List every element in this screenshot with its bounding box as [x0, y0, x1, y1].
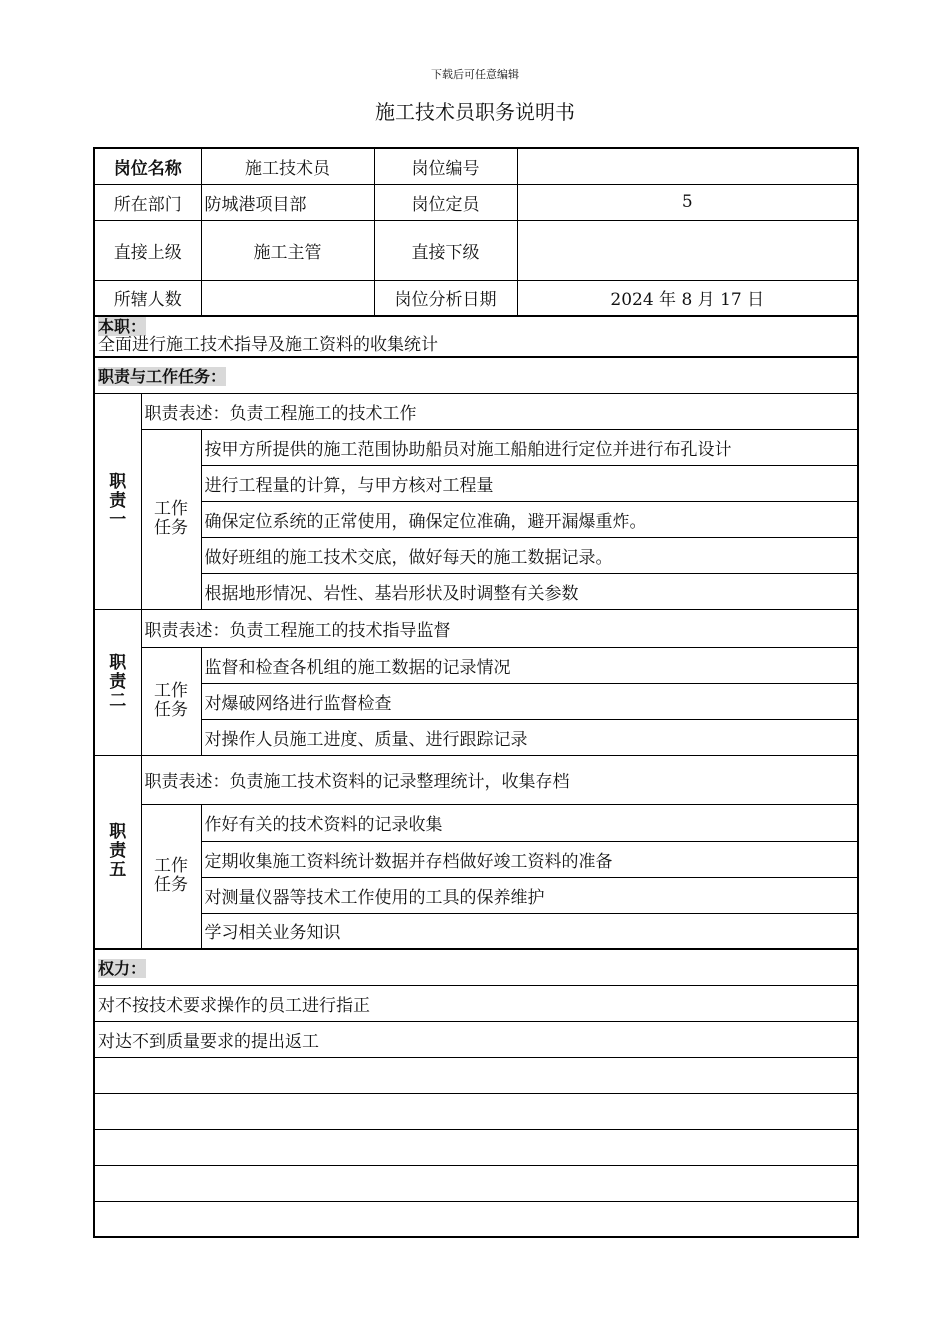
- duty-1-task: 做好班组的施工技术交底，做好每天的施工数据记录。: [201, 537, 858, 573]
- duty-1-task: 按甲方所提供的施工范围协助船员对施工船舶进行定位并进行布孔设计: [201, 429, 858, 465]
- duty-5-task-label: 工作任务: [141, 804, 201, 949]
- duty-2-task: 监督和检查各机组的施工数据的记录情况: [201, 647, 858, 683]
- label-headcount: 岗位定员: [374, 184, 517, 220]
- duty-2-task: 对操作人员施工进度、质量、进行跟踪记录: [201, 719, 858, 755]
- value-analysis-date: 2024 年 8 月 17 日: [517, 280, 858, 316]
- duty-1-task: 进行工程量的计算，与甲方核对工程量: [201, 465, 858, 501]
- rights-item: 对达不到质量要求的提出返工: [94, 1021, 858, 1057]
- core-duty-label: 本职：: [98, 317, 147, 336]
- value-direct-subordinate: [517, 220, 858, 280]
- value-direct-superior: 施工主管: [201, 220, 374, 280]
- duty-1-task: 根据地形情况、岩性、基岩形状及时调整有关参数: [201, 573, 858, 609]
- label-position-name: 岗位名称: [94, 148, 201, 184]
- value-staff-count: [201, 280, 374, 316]
- duty-5-name: 职责五: [94, 755, 141, 949]
- core-duty-cell: [94, 316, 858, 357]
- label-staff-count: 所辖人数: [94, 280, 201, 316]
- value-position-number: [517, 148, 858, 184]
- rights-item-empty: [94, 1165, 858, 1201]
- duty-5-task: 对测量仪器等技术工作使用的工具的保养维护: [201, 877, 858, 913]
- duty-1-statement: 职责表述：负责工程施工的技术工作: [141, 393, 858, 429]
- job-description-sheet: [93, 147, 857, 1238]
- label-direct-subordinate: 直接下级: [374, 220, 517, 280]
- duty-5-task: 作好有关的技术资料的记录收集: [201, 804, 858, 841]
- label-department: 所在部门: [94, 184, 201, 220]
- duty-2-task-label: 工作任务: [141, 647, 201, 755]
- rights-item: 对不按技术要求操作的员工进行指正: [94, 985, 858, 1021]
- value-position-name: 施工技术员: [201, 148, 374, 184]
- value-department: 防城港项目部: [201, 184, 374, 220]
- duty-5-statement: 职责表述：负责施工技术资料的记录整理统计，收集存档: [141, 755, 858, 804]
- value-headcount: 5: [517, 184, 858, 220]
- duties-header: 职责与工作任务：: [94, 357, 858, 393]
- rights-item-empty: [94, 1201, 858, 1237]
- duty-2-statement: 职责表述：负责工程施工的技术指导监督: [141, 609, 858, 647]
- core-duty-text: 全面进行施工技术指导及施工资料的收集统计: [98, 335, 438, 355]
- label-position-number: 岗位编号: [374, 148, 517, 184]
- label-analysis-date: 岗位分析日期: [374, 280, 517, 316]
- duty-5-task: 学习相关业务知识: [201, 913, 858, 949]
- duty-1-task-label: 工作任务: [141, 429, 201, 609]
- rights-header: 权力：: [94, 949, 858, 985]
- duty-5-task: 定期收集施工资料统计数据并存档做好竣工资料的准备: [201, 841, 858, 877]
- top-note: 下载后可任意编辑: [431, 68, 519, 81]
- rights-item-empty: [94, 1057, 858, 1093]
- document-title: 施工技术员职务说明书: [375, 100, 575, 124]
- duty-2-name: 职责二: [94, 609, 141, 755]
- duty-1-name: 职责一: [94, 393, 141, 609]
- duty-2-task: 对爆破网络进行监督检查: [201, 683, 858, 719]
- job-table: [93, 147, 859, 1238]
- rights-item-empty: [94, 1093, 858, 1129]
- rights-item-empty: [94, 1129, 858, 1165]
- duty-1-task: 确保定位系统的正常使用，确保定位准确，避开漏爆重炸。: [201, 501, 858, 537]
- label-direct-superior: 直接上级: [94, 220, 201, 280]
